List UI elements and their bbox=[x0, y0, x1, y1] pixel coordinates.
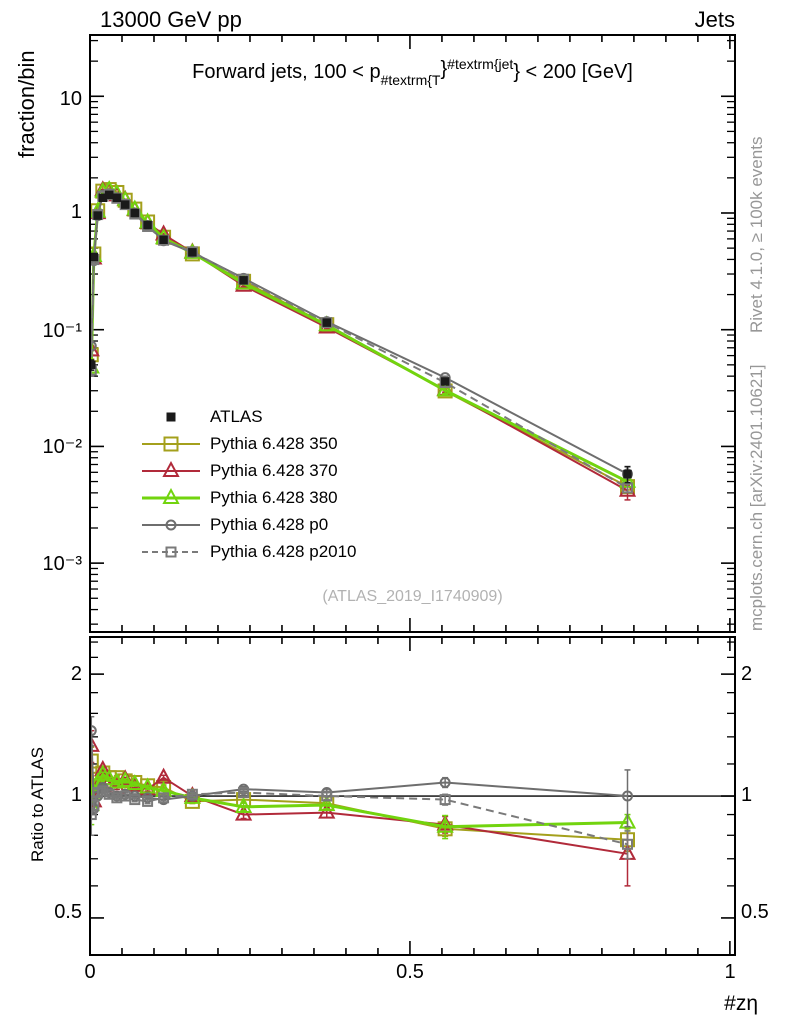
legend-row-pythia-p0 bbox=[142, 511, 357, 538]
plot-title-superscript: #textrm{jet bbox=[447, 56, 514, 72]
upper-ytick-1e-2: 10⁻² bbox=[42, 436, 82, 458]
legend-row-pythia-350 bbox=[142, 430, 357, 457]
legend-label-pythia-370: Pythia 6.428 370 bbox=[210, 460, 338, 480]
legend bbox=[142, 403, 357, 565]
plot-title-brace1: } bbox=[440, 58, 448, 80]
legend-row-pythia-380 bbox=[142, 484, 357, 511]
legend-marker-pythia-350-icon bbox=[142, 434, 200, 454]
header-analysis-group: Jets bbox=[694, 7, 735, 32]
legend-row-atlas bbox=[142, 403, 357, 430]
plot-title-brace2: } bbox=[513, 61, 520, 83]
ratio-ytick-2-right: 2 bbox=[741, 663, 753, 685]
mcplots-attribution-note: mcplots.cern.ch [arXiv:2401.10621] bbox=[747, 364, 766, 631]
upper-ytick-1e-1: 10⁻¹ bbox=[42, 320, 82, 342]
legend-row-pythia-370 bbox=[142, 457, 357, 484]
legend-marker-pythia-p0-icon bbox=[142, 515, 200, 535]
plot-title bbox=[90, 56, 735, 88]
header-beam-energy: 13000 GeV pp bbox=[100, 7, 242, 32]
ratio-ytick-1-right: 1 bbox=[741, 784, 753, 806]
legend-row-pythia-p2010 bbox=[142, 538, 357, 565]
ratio-y-axis-title: Ratio to ATLAS bbox=[28, 747, 47, 862]
legend-marker-atlas-icon bbox=[142, 407, 200, 427]
legend-label-pythia-p0: Pythia 6.428 p0 bbox=[210, 514, 329, 534]
plot-title-post: < 200 [GeV] bbox=[520, 61, 633, 83]
ratio-ytick-2-left: 2 bbox=[70, 663, 82, 685]
ratio-ytick-05-left: 0.5 bbox=[54, 901, 82, 923]
upper-ytick-1: 1 bbox=[70, 201, 82, 223]
plot-title-pre: Forward jets, 100 < p bbox=[192, 61, 381, 83]
upper-ytick-1e-3: 10⁻³ bbox=[42, 553, 82, 575]
plot-title-subscript: #textrm{T bbox=[380, 72, 441, 88]
xtick-1: 1 bbox=[724, 961, 736, 983]
xtick-0: 0 bbox=[84, 961, 96, 983]
legend-marker-pythia-p2010-icon bbox=[142, 542, 200, 562]
upper-ytick-10: 10 bbox=[59, 88, 82, 110]
legend-label-pythia-380: Pythia 6.428 380 bbox=[210, 487, 338, 507]
legend-marker-pythia-370-icon bbox=[142, 461, 200, 481]
upper-y-axis-title: fraction/bin bbox=[14, 50, 39, 158]
legend-label-pythia-p2010: Pythia 6.428 p2010 bbox=[210, 541, 357, 561]
legend-label-pythia-350: Pythia 6.428 350 bbox=[210, 433, 338, 453]
xtick-05: 0.5 bbox=[396, 961, 424, 983]
ratio-ytick-05-right: 0.5 bbox=[741, 901, 769, 923]
legend-marker-pythia-380-icon bbox=[142, 488, 200, 508]
analysis-id-watermark: (ATLAS_2019_I1740909) bbox=[322, 588, 503, 605]
x-axis-title: #zη bbox=[724, 992, 758, 1015]
legend-label-atlas: ATLAS bbox=[210, 406, 263, 426]
ratio-ytick-1-left: 1 bbox=[70, 784, 82, 806]
rivet-version-note: Rivet 4.1.0, ≥ 100k events bbox=[747, 136, 766, 333]
